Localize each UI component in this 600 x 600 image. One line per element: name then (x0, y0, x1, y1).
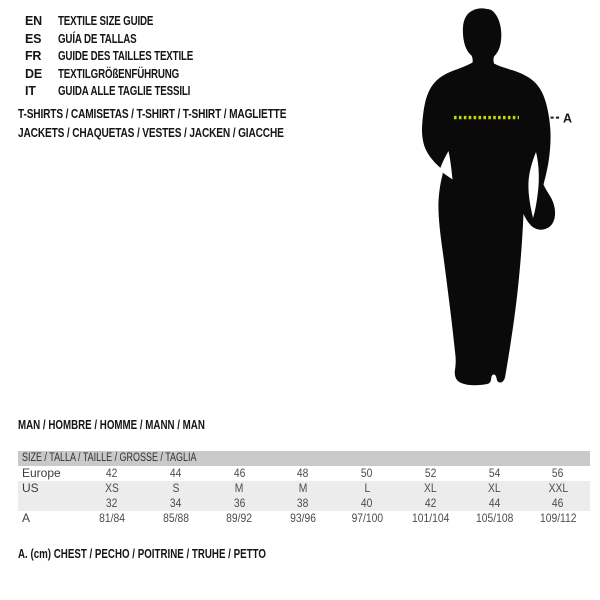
table-cell: 50 (361, 466, 373, 480)
table-cell: 85/88 (162, 511, 189, 525)
language-label: TEXTILE SIZE GUIDE (58, 14, 154, 28)
table-cell: 97/100 (351, 511, 383, 525)
table-row (18, 511, 590, 526)
language-row (25, 13, 231, 31)
table-cell: 38 (297, 496, 309, 510)
table-cell: 34 (169, 496, 182, 510)
table-cell: 40 (361, 496, 373, 510)
table-row (18, 466, 590, 481)
size-table-header: SIZE / TALLA / TAILLE / GRÖSSE / TAGLIA (18, 451, 590, 466)
language-code: DE (25, 66, 42, 81)
language-row (25, 31, 231, 49)
table-cell: XXL (548, 481, 568, 495)
table-cell: 109/112 (539, 511, 577, 525)
language-code: EN (25, 14, 42, 28)
section-title-man: MAN / HOMBRE / HOMME / MANN / MAN (18, 418, 205, 432)
table-cell: XS (104, 481, 119, 495)
garment-categories (18, 105, 362, 143)
table-cell: 44 (169, 466, 182, 480)
table-cell: S (172, 481, 180, 495)
language-list (25, 13, 231, 101)
table-cell: 81/84 (98, 511, 125, 525)
table-row (18, 481, 590, 496)
table-cell: 105/108 (475, 511, 514, 525)
measurement-footnote: A. (cm) CHEST / PECHO / POITRINE / TRUHE / PETTO (18, 547, 266, 561)
category-line-jackets: JACKETS / CHAQUETAS / VESTES / JACKEN / GIACCHE (18, 124, 284, 140)
table-cell: XL (424, 481, 437, 495)
table-cell: 36 (233, 496, 246, 510)
table-cell: 42 (106, 466, 118, 480)
language-code: IT (25, 84, 36, 99)
language-row (25, 66, 231, 84)
table-cell: 48 (297, 466, 309, 480)
table-cell: 32 (106, 496, 118, 510)
table-cell: XL (488, 481, 501, 495)
table-cell: L (363, 481, 370, 495)
table-cell: 89/92 (226, 511, 253, 525)
language-row (25, 83, 231, 101)
row-label (18, 496, 80, 511)
language-row (25, 48, 231, 66)
row-label: Europe (22, 466, 61, 480)
language-label: GUIDA ALLE TAGLIE TESSILI (58, 84, 191, 99)
table-cell: 52 (424, 466, 437, 480)
category-line-tshirts: T-SHIRTS / CAMISETAS / T-SHIRT / T-SHIRT / MAGLIETTE (18, 106, 287, 121)
table-cell: 93/96 (290, 511, 317, 525)
size-table-body (18, 466, 590, 526)
size-table (18, 451, 590, 526)
table-cell: M (235, 481, 244, 495)
language-label: GUIDE DES TAILLES TEXTILE (58, 49, 194, 64)
measure-label-a: A (563, 111, 573, 126)
man-silhouette-figure (400, 0, 600, 400)
table-cell: 56 (552, 466, 564, 480)
table-cell: 54 (488, 466, 501, 480)
table-cell: 46 (233, 466, 246, 480)
language-label: GUÍA DE TALLAS (58, 31, 137, 46)
table-row (18, 496, 590, 511)
table-cell: 44 (488, 496, 501, 510)
row-label: US (22, 481, 39, 495)
table-cell: 46 (552, 496, 564, 510)
table-cell: 42 (424, 496, 437, 510)
language-label: TEXTILGRÖßENFÜHRUNG (58, 66, 180, 81)
language-code: FR (25, 49, 42, 64)
language-code: ES (25, 31, 42, 46)
table-cell: 101/104 (411, 511, 450, 525)
row-label: A (22, 511, 31, 525)
table-cell: M (298, 481, 308, 495)
